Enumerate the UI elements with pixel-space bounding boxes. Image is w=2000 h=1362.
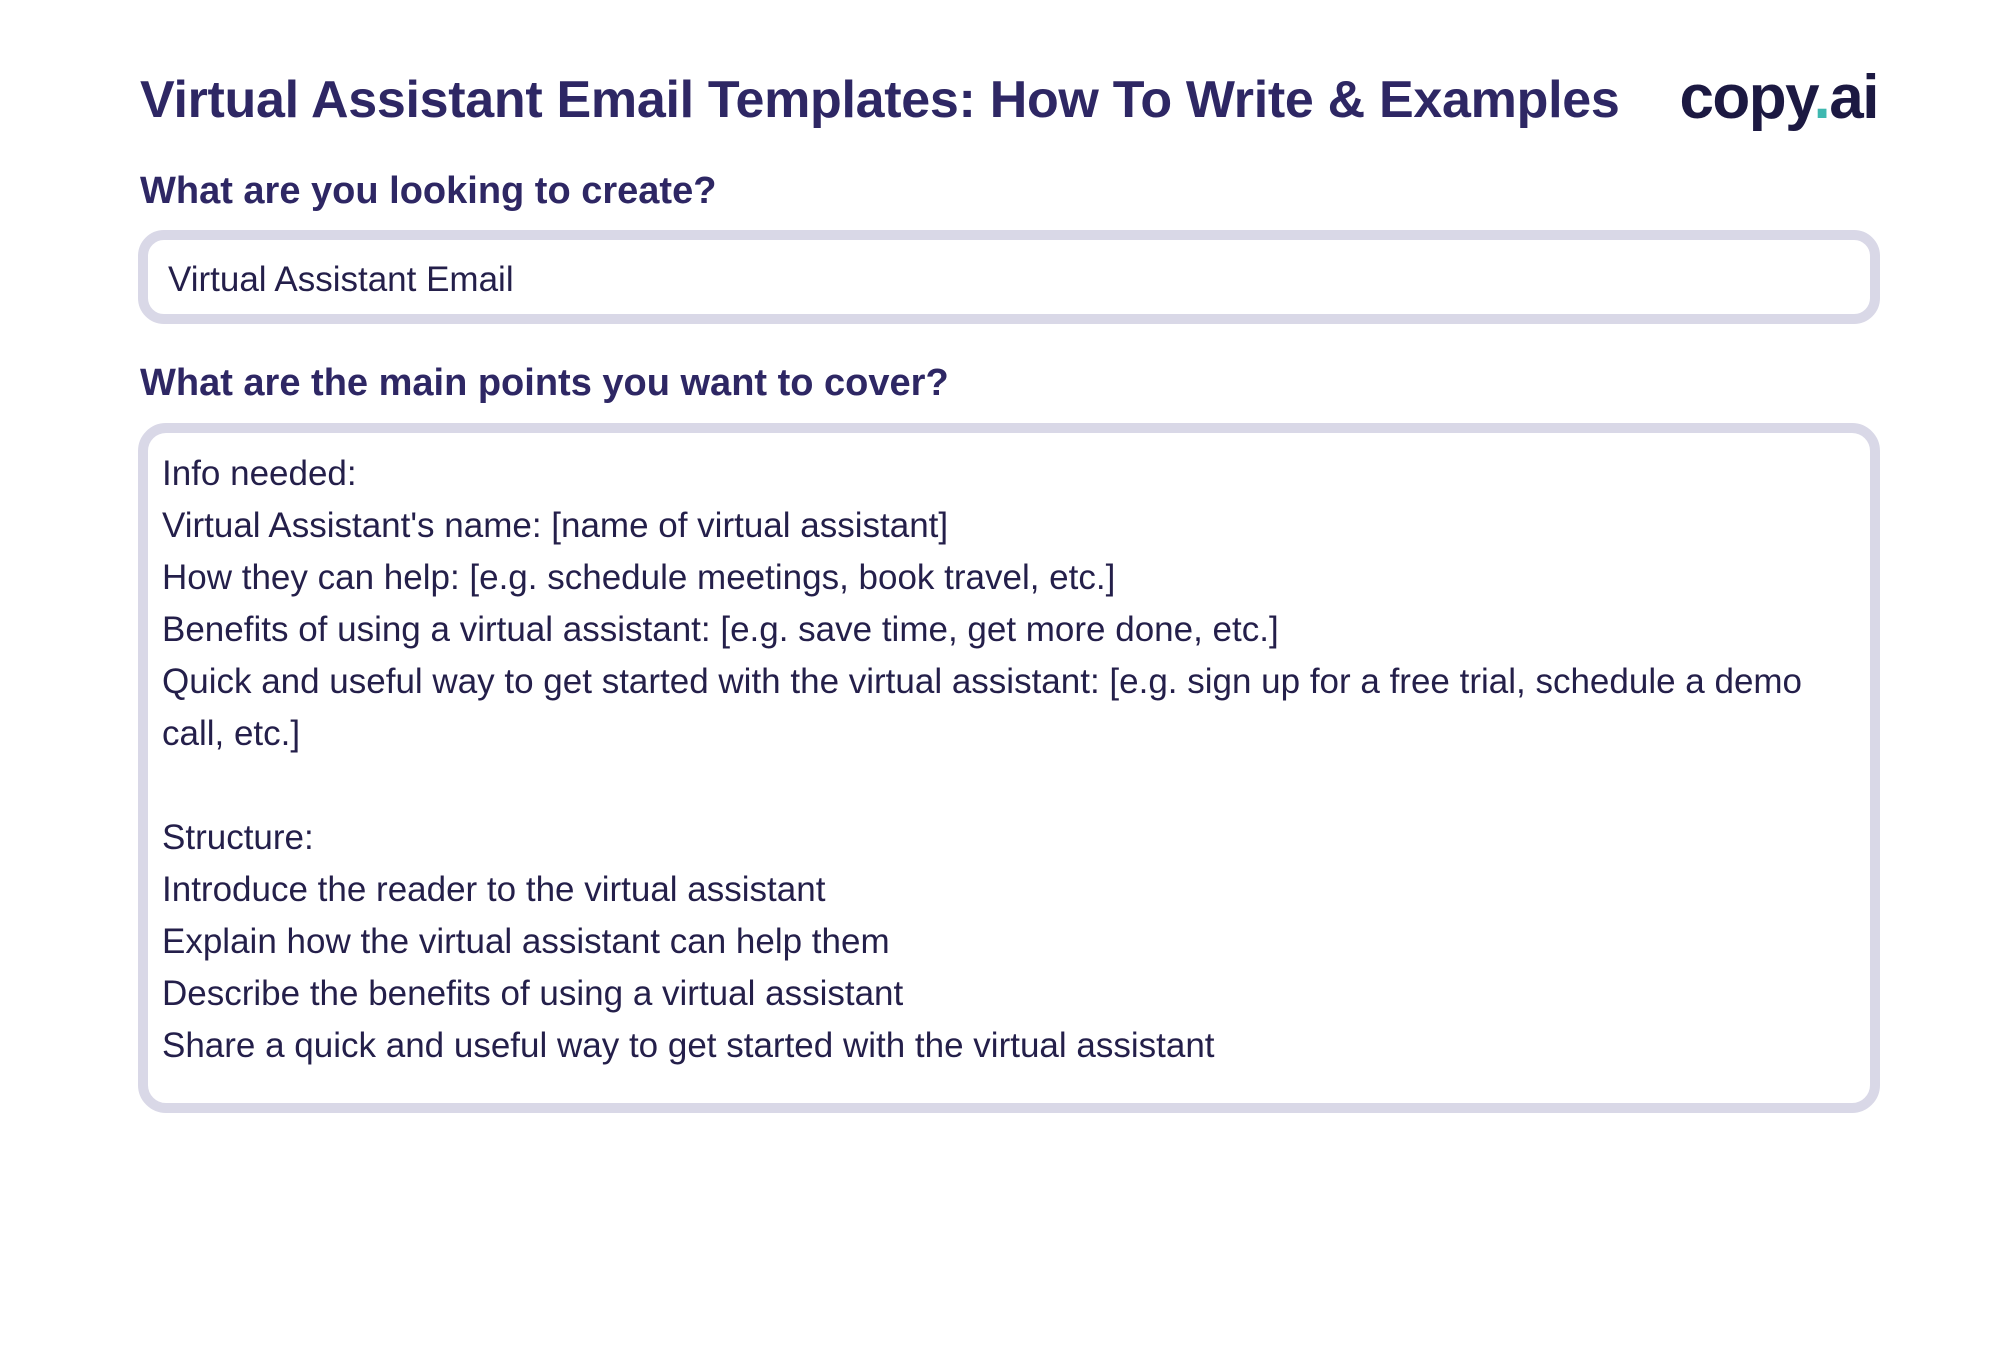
textarea-line: Quick and useful way to get started with the virtual assistant: [e.g. sign up for a free trial, schedule a demo call, etc.] [162,662,1803,753]
logo-word-copy: copy [1679,63,1814,132]
page-header [140,62,1878,142]
main-points-label: What are the main points you want to cover? [140,362,949,404]
create-field-label: What are you looking to create? [140,170,717,212]
textarea-line: Explain how the virtual assistant can help them [162,922,890,961]
textarea-line: How they can help: [e.g. schedule meetings, book travel, etc.] [162,558,1116,597]
textarea-line: Benefits of using a virtual assistant: [e.g. save time, get more done, etc.] [162,610,1279,649]
copy-ai-logo [1679,62,1878,133]
textarea-line: Share a quick and useful way to get started with the virtual assistant [162,1026,1215,1065]
textarea-line: Structure: [162,818,314,857]
textarea-blank-line [162,760,1810,812]
textarea-line: Info needed: [162,454,357,493]
create-input[interactable] [138,230,1880,324]
textarea-line: Virtual Assistant's name: [name of virtual assistant] [162,506,949,545]
textarea-line: Describe the benefits of using a virtual assistant [162,974,904,1013]
main-points-textarea[interactable] [138,423,1880,1113]
create-input-value: Virtual Assistant Email [168,260,514,299]
page-title: Virtual Assistant Email Templates: How To Write & Examples [140,71,1620,129]
logo-dot: . [1813,63,1830,132]
textarea-line: Introduce the reader to the virtual assistant [162,870,826,909]
logo-word-ai: ai [1829,63,1878,132]
